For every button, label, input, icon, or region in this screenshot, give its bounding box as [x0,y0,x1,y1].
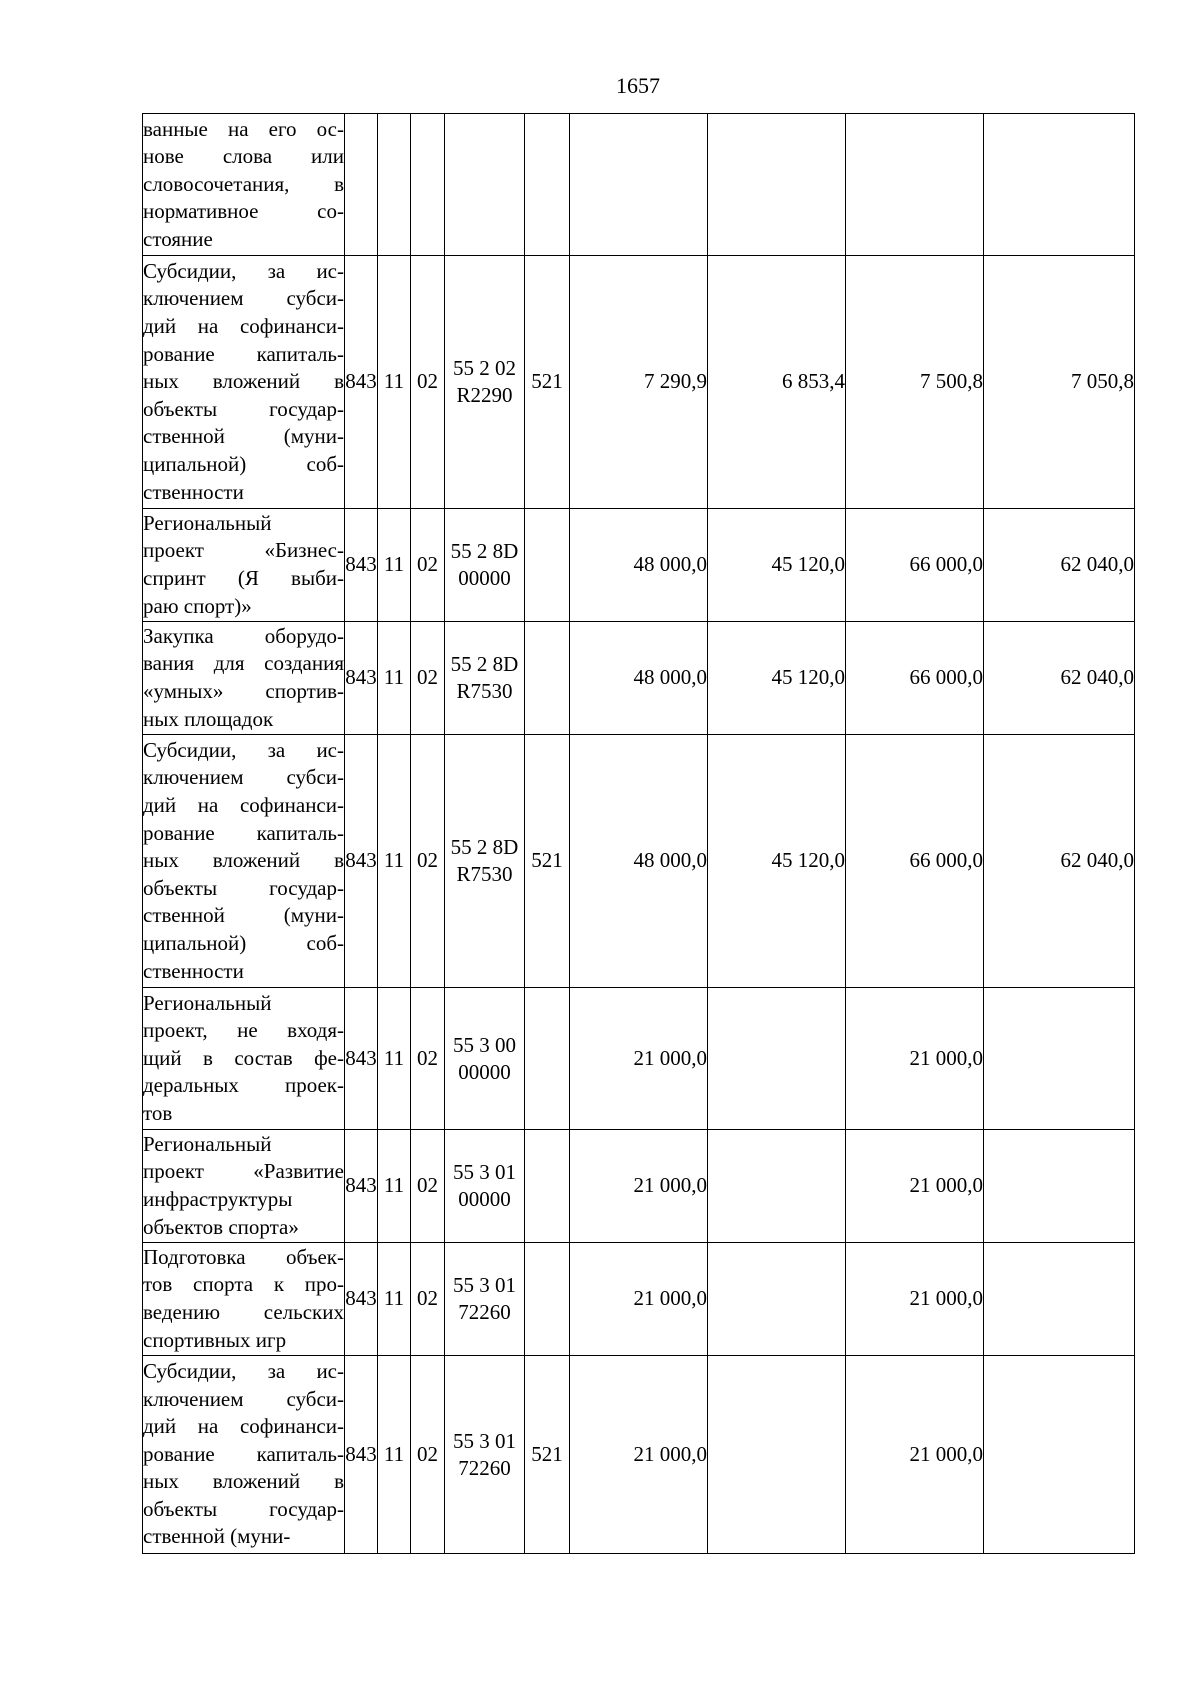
row-name-line: ственности [143,479,244,504]
section-code-cell: 11 [378,256,411,509]
row-name-line: ственной (муни- [143,903,344,928]
target-article-cell [445,256,525,509]
amount-cell-4: 62 040,0 [984,509,1135,622]
target-article-line: 72260 [458,1455,511,1480]
amount-cell-1: 7 290,9 [570,256,708,509]
row-name-line: инфраструктуры [143,1187,293,1211]
section-code-cell [378,114,411,256]
amount-cell-2: 45 120,0 [708,735,846,988]
section-code-cell: 11 [378,622,411,735]
target-article-cell [445,114,525,256]
amount-cell-2 [708,1356,846,1554]
row-name-line: ключением субси- [143,765,344,790]
amount-cell-2: 45 120,0 [708,509,846,622]
amount-cell-2: 45 120,0 [708,622,846,735]
subsection-code-cell: 02 [411,735,445,988]
row-name-line: дий на софинанси- [143,793,344,818]
grbs-code-cell: 843 [345,735,378,988]
row-name-line: спринт (Я выби- [143,566,344,590]
row-name-cell [143,114,345,256]
grbs-code-cell: 843 [345,509,378,622]
amount-cell-4 [984,1243,1135,1356]
amount-cell-1: 21 000,0 [570,1356,708,1554]
row-name-line: рование капиталь- [143,1441,344,1466]
amount-cell-1: 48 000,0 [570,509,708,622]
row-name-line: «умных» спортив- [143,679,344,703]
amount-cell-2 [708,114,846,256]
expense-type-cell: 521 [525,735,570,988]
row-name-line: Региональный [143,1131,272,1156]
row-name-line: ственной (муни- [143,424,344,449]
expense-type-cell [525,1243,570,1356]
target-article-cell [445,1130,525,1243]
row-name-cell [143,622,345,735]
table-row [143,1243,1135,1356]
row-name-line: нове слова или [143,144,344,169]
row-name-line: ведению сельских [143,1300,344,1324]
page-number: 1657 [616,73,660,98]
target-article-line: 55 3 01 [453,1160,516,1184]
subsection-code-cell: 02 [411,988,445,1130]
subsection-code-cell: 02 [411,1356,445,1554]
amount-cell-2 [708,988,846,1130]
target-article-cell [445,988,525,1130]
expense-type-cell [525,988,570,1130]
subsection-code-cell: 02 [411,1130,445,1243]
table-row [143,622,1135,735]
target-article-cell [445,622,525,735]
target-article-line: 55 2 8D [450,539,519,563]
expense-type-cell [525,509,570,622]
subsection-code-cell [411,114,445,256]
table-row [143,1130,1135,1243]
amount-cell-1: 21 000,0 [570,988,708,1130]
amount-cell-4 [984,114,1135,256]
section-code-cell: 11 [378,1243,411,1356]
grbs-code-cell: 843 [345,1243,378,1356]
row-name-cell [143,256,345,509]
amount-cell-3: 66 000,0 [846,509,984,622]
amount-cell-2 [708,1243,846,1356]
target-article-line: 72260 [458,1300,511,1324]
target-article-line: 55 2 8D [450,652,519,676]
row-name-line: ственности [143,958,244,983]
section-code-cell: 11 [378,988,411,1130]
amount-cell-3: 21 000,0 [846,988,984,1130]
amount-cell-3: 66 000,0 [846,622,984,735]
table-row [143,1356,1135,1554]
row-name-line: ных вложений в [143,369,344,394]
row-name-line: дий на софинанси- [143,1414,344,1439]
subsection-code-cell: 02 [411,1243,445,1356]
grbs-code-cell: 843 [345,1130,378,1243]
row-name-line: Субсидии, за ис- [143,737,344,762]
subsection-code-cell: 02 [411,622,445,735]
row-name-line: ных вложений в [143,1469,344,1494]
section-code-cell: 11 [378,1130,411,1243]
row-name-line: Региональный [143,990,272,1015]
target-article-line: 55 3 01 [453,1273,516,1297]
target-article-line: 00000 [458,1059,511,1084]
amount-cell-3: 66 000,0 [846,735,984,988]
grbs-code-cell: 843 [345,622,378,735]
amount-cell-1: 21 000,0 [570,1243,708,1356]
grbs-code-cell: 843 [345,1356,378,1554]
expense-type-cell: 521 [525,1356,570,1554]
expense-type-cell [525,622,570,735]
table-row [143,114,1135,256]
row-name-line: Подготовка объек- [143,1244,344,1269]
table-body [143,114,1135,1554]
amount-cell-3: 21 000,0 [846,1243,984,1356]
row-name-cell [143,1243,345,1356]
target-article-line: 00000 [458,566,511,590]
section-code-cell: 11 [378,735,411,988]
row-name-line: объектов спорта» [143,1214,299,1239]
row-name-line: Закупка оборудо- [143,623,344,648]
amount-cell-1: 48 000,0 [570,735,708,988]
table-row [143,256,1135,509]
target-article-cell [445,1243,525,1356]
amount-cell-1: 48 000,0 [570,622,708,735]
row-name-line: проект, не входя- [143,1018,344,1043]
row-name-line: объекты государ- [143,875,344,900]
grbs-code-cell [345,114,378,256]
amount-cell-4 [984,988,1135,1130]
amount-cell-4 [984,1356,1135,1554]
amount-cell-4: 62 040,0 [984,622,1135,735]
target-article-line: R7530 [456,862,513,886]
target-article-line: R7530 [456,679,513,703]
row-name-line: дий на софинанси- [143,314,344,339]
grbs-code-cell: 843 [345,256,378,509]
row-name-line: проект «Развитие [143,1159,344,1184]
row-name-line: ципальной) соб- [143,930,344,955]
subsection-code-cell: 02 [411,509,445,622]
amount-cell-4: 62 040,0 [984,735,1135,988]
table-row [143,735,1135,988]
row-name-line: ственной (муни- [143,1524,291,1549]
table-row [143,509,1135,622]
row-name-line: Субсидии, за ис- [143,258,344,283]
target-article-line: 55 2 02 [453,356,516,380]
row-name-cell [143,988,345,1130]
row-name-line: деральных проек- [143,1073,344,1098]
table-row [143,988,1135,1130]
row-name-line: Региональный [143,510,272,535]
row-name-line: стояние [143,226,213,251]
amount-cell-4 [984,1130,1135,1243]
amount-cell-3 [846,114,984,256]
row-name-cell [143,509,345,622]
row-name-cell [143,735,345,988]
row-name-line: словосочетания, в [143,171,344,196]
row-name-line: ванные на его ос- [143,116,344,141]
row-name-line: ключением субси- [143,1386,344,1411]
row-name-line: проект «Бизнес- [143,538,344,563]
row-name-line: раю спорт)» [143,593,252,618]
amount-cell-2: 6 853,4 [708,256,846,509]
row-name-line: объекты государ- [143,396,344,421]
row-name-line: ных площадок [143,706,274,731]
subsection-code-cell: 02 [411,256,445,509]
target-article-cell [445,509,525,622]
row-name-line: рование капиталь- [143,820,344,845]
amount-cell-3: 21 000,0 [846,1130,984,1243]
target-article-line: 55 3 01 [453,1428,516,1453]
amount-cell-3: 21 000,0 [846,1356,984,1554]
row-name-line: нормативное со- [143,199,344,224]
row-name-line: тов [143,1100,173,1125]
row-name-line: ключением субси- [143,286,344,311]
amount-cell-3: 7 500,8 [846,256,984,509]
row-name-line: ципальной) соб- [143,451,344,476]
budget-table [142,113,1135,1554]
target-article-cell [445,735,525,988]
row-name-line: ных вложений в [143,848,344,873]
row-name-line: вания для создания [143,651,344,676]
section-code-cell: 11 [378,1356,411,1554]
target-article-line: 55 3 00 [453,1032,516,1057]
row-name-cell [143,1356,345,1554]
target-article-line: R2290 [456,383,513,407]
target-article-line: 00000 [458,1187,511,1211]
row-name-cell [143,1130,345,1243]
row-name-line: Субсидии, за ис- [143,1358,344,1383]
amount-cell-1: 21 000,0 [570,1130,708,1243]
section-code-cell: 11 [378,509,411,622]
amount-cell-4: 7 050,8 [984,256,1135,509]
amount-cell-1 [570,114,708,256]
expense-type-cell: 521 [525,256,570,509]
amount-cell-2 [708,1130,846,1243]
row-name-line: тов спорта к про- [143,1272,344,1297]
target-article-line: 55 2 8D [450,835,519,859]
row-name-line: рование капиталь- [143,341,344,366]
target-article-cell [445,1356,525,1554]
row-name-line: спортивных игр [143,1327,287,1352]
row-name-line: щий в состав фе- [143,1045,344,1070]
row-name-line: объекты государ- [143,1496,344,1521]
expense-type-cell [525,114,570,256]
grbs-code-cell: 843 [345,988,378,1130]
expense-type-cell [525,1130,570,1243]
